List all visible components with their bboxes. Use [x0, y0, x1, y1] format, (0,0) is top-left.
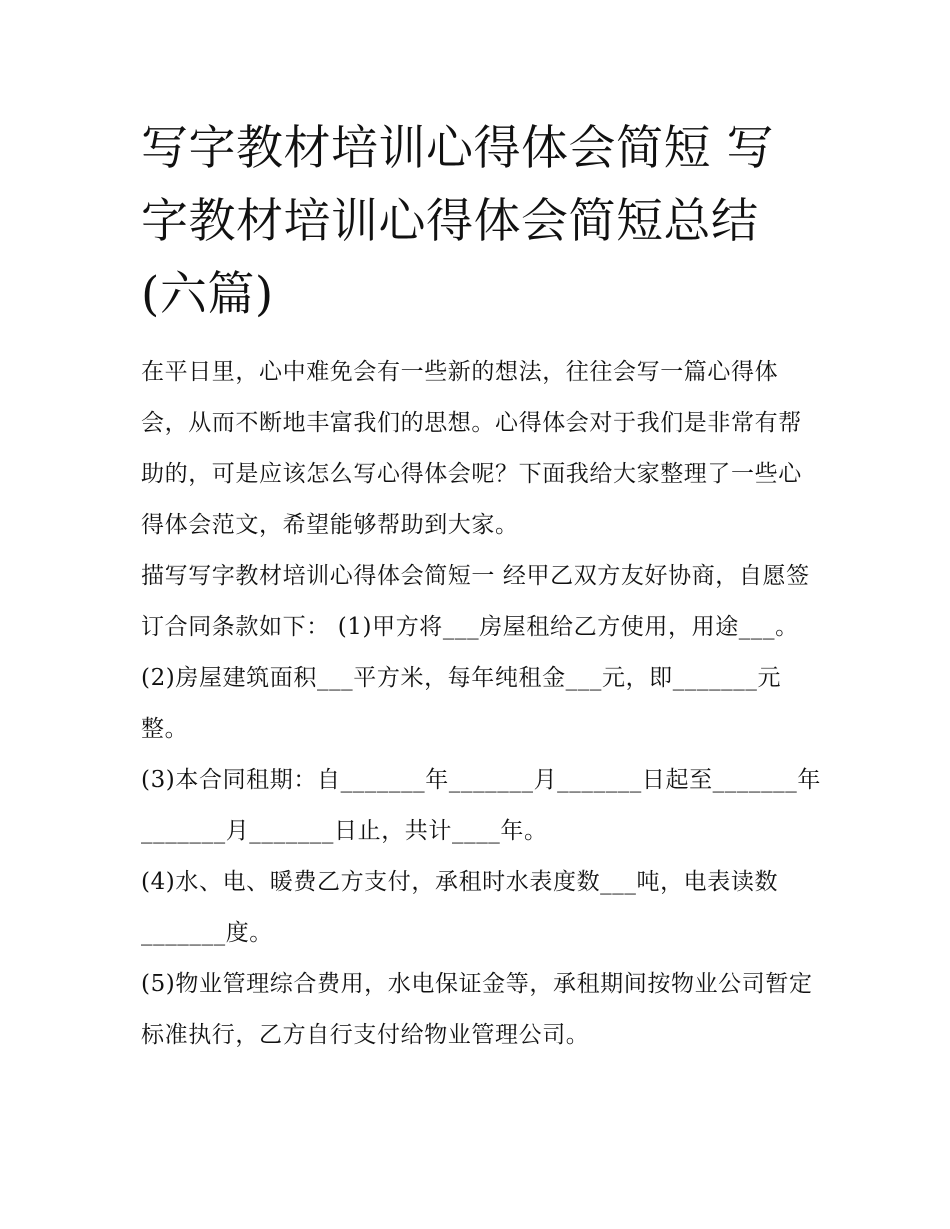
- document-page: [141, 112, 821, 1061]
- intro-paragraph: 在平日里，心中难免会有一些新的想法，往往会写一篇心得体会，从而不断地丰富我们的思想。心得体会对于我们是非常有帮助的，可是应该怎么写心得体会呢？下面我给大家整理了一些心得体会范文，希望能够帮助到大家。: [141, 359, 802, 538]
- contract-preamble-paragraph: 描写写字教材培训心得体会简短一 经甲乙双方友好协商，自愿签订合同条款如下： (1)甲方将___房屋租给乙方使用，用途___。: [141, 563, 810, 640]
- contract-clause-5: (5)物业管理综合费用，水电保证金等，承租期间按物业公司暂定标准执行，乙方自行支付给物业管理公司。: [141, 971, 813, 1048]
- document-title: 写字教材培训心得体会简短 写字教材培训心得体会简短总结(六篇): [141, 121, 774, 322]
- contract-clause-3: (3)本合同租期：自_______年_______月_______日起至_______年_______月_______日止，共计____年。: [141, 767, 821, 844]
- contract-clause-4: (4)水、电、暖费乙方支付，承租时水表度数___吨，电表读数_______度。: [141, 869, 779, 946]
- contract-clause-2: (2)房屋建筑面积___平方米，每年纯租金___元，即_______元整。: [141, 665, 782, 742]
